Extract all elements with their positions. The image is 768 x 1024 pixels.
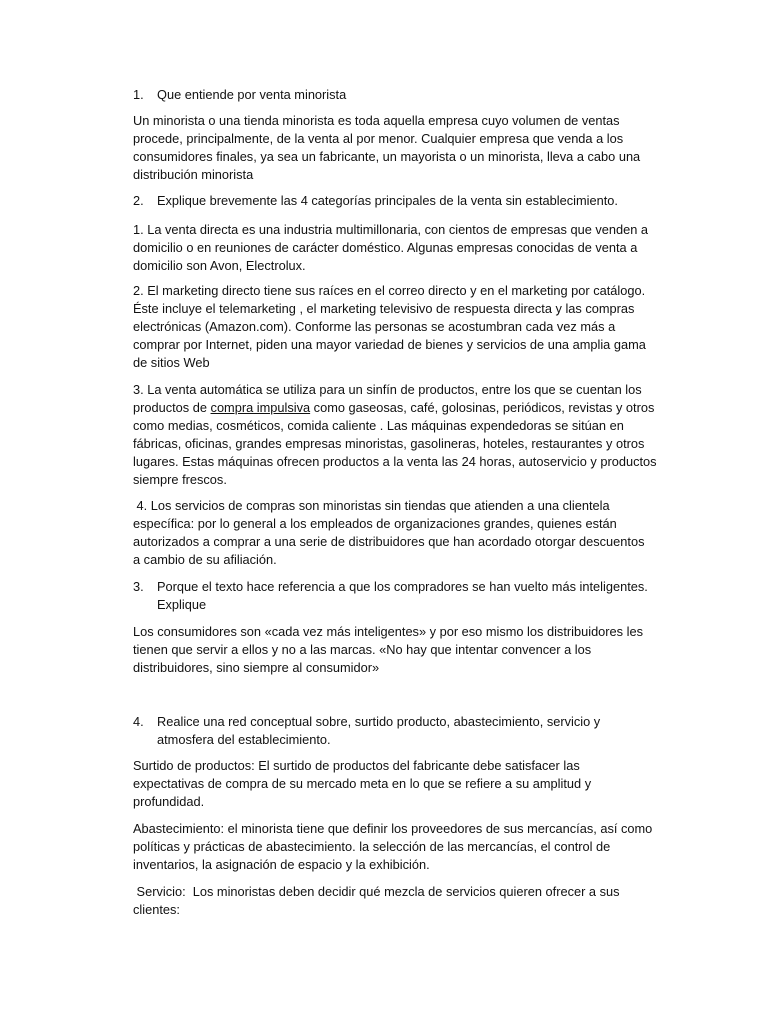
compra-impulsiva-link[interactable]: compra impulsiva <box>210 400 311 415</box>
paragraph-line: específica: por lo general a los empleados de organizaciones grandes, quienes están <box>133 516 617 531</box>
paragraph-line: domicilio son Avon, Electrolux. <box>133 258 306 273</box>
paragraph-line: de sitios Web <box>133 355 210 370</box>
paragraph-line: Éste incluye el telemarketing , el marketing televisivo de respuesta directa y las compras <box>133 301 635 316</box>
paragraph-line: consumidores finales, ya sea un fabricante, un mayorista o un minorista, lleva a cabo una <box>133 149 641 164</box>
paragraph-line: domicilio o en reuniones de carácter doméstico. Algunas empresas conocidas de venta a <box>133 240 638 255</box>
paragraph-line: distribución minorista <box>133 167 254 182</box>
question-1-text: Que entiende por venta minorista <box>157 87 347 102</box>
question-1-number: 1. <box>133 87 144 102</box>
question-2-text: Explique brevemente las 4 categorías principales de la venta sin establecimiento. <box>157 193 618 208</box>
paragraph-line: distribuidores, sino siempre al consumidor» <box>133 660 380 675</box>
paragraph-line: procede, principalmente, de la venta al por menor. Cualquier empresa que venda a los <box>133 131 624 146</box>
question-3-text-line: Explique <box>157 597 207 612</box>
question-4-text-line: atmosfera del establecimiento. <box>157 732 331 747</box>
paragraph-line: 1. La venta directa es una industria multimillonaria, con cientos de empresas que venden a <box>133 222 649 237</box>
question-4-number: 4. <box>133 714 144 729</box>
paragraph-line: profundidad. <box>133 794 205 809</box>
paragraph-line: Un minorista o una tienda minorista es toda aquella empresa cuyo volumen de ventas <box>133 113 620 128</box>
paragraph-line: clientes: <box>133 902 180 917</box>
paragraph-line: electrónicas (Amazon.com). Conforme las personas se acostumbran cada vez más a <box>133 319 616 334</box>
paragraph-line: expectativas de compra de su mercado meta en lo que se refiere a su amplitud y <box>133 776 592 791</box>
question-3-number: 3. <box>133 579 144 594</box>
paragraph-line: lugares. Estas máquinas ofrecen productos a la venta las 24 horas, autoservicio y productos <box>133 454 657 469</box>
paragraph-line: como medias, cosméticos, comida caliente . Las máquinas expendedoras se sitúan en <box>133 418 624 433</box>
text-run: productos de <box>133 400 211 415</box>
paragraph-line: Surtido de productos: El surtido de productos del fabricante debe satisfacer las <box>133 758 580 773</box>
paragraph-line: Servicio: Los minoristas deben decidir qué mezcla de servicios quieren ofrecer a sus <box>133 884 620 899</box>
paragraph-line: Los consumidores son «cada vez más inteligentes» y por eso mismo los distribuidores les <box>133 624 643 639</box>
paragraph-line: 4. Los servicios de compras son minoristas sin tiendas que atienden a una clientela <box>133 498 610 513</box>
paragraph-line: Abastecimiento: el minorista tiene que definir los proveedores de sus mercancías, así como <box>133 821 653 836</box>
paragraph-line: fábricas, oficinas, grandes empresas minoristas, gasolineras, hoteles, restaurantes y otros <box>133 436 645 451</box>
paragraph-line: a cambio de su afiliación. <box>133 552 277 567</box>
paragraph-line: comprar por Internet, piden una mayor variedad de bienes y servicios de una amplia gama <box>133 337 646 352</box>
paragraph-line: siempre frescos. <box>133 472 227 487</box>
question-2-number: 2. <box>133 193 144 208</box>
question-4-text-line: Realice una red conceptual sobre, surtido producto, abastecimiento, servicio y <box>157 714 601 729</box>
paragraph-line: políticas y prácticas de abastecimiento. la selección de las mercancías, el control de <box>133 839 611 854</box>
paragraph-line: inventarios, la asignación de espacio y la exhibición. <box>133 857 430 872</box>
text-run: como gaseosas, café, golosinas, periódicos, revistas y otros <box>310 400 655 415</box>
paragraph-line: 3. La venta automática se utiliza para un sinfín de productos, entre los que se cuentan los <box>133 382 642 397</box>
question-3-text-line: Porque el texto hace referencia a que los compradores se han vuelto más inteligentes. <box>157 579 648 594</box>
paragraph-line: autorizados a comprar a una serie de distribuidores que han acordado otorgar descuentos <box>133 534 645 549</box>
paragraph-line: tienen que servir a ellos y no a las marcas. «No hay que intentar convencer a los <box>133 642 592 657</box>
paragraph-line: 2. El marketing directo tiene sus raíces en el correo directo y en el marketing por catálogo. <box>133 283 646 298</box>
paragraph-line <box>133 399 654 417</box>
